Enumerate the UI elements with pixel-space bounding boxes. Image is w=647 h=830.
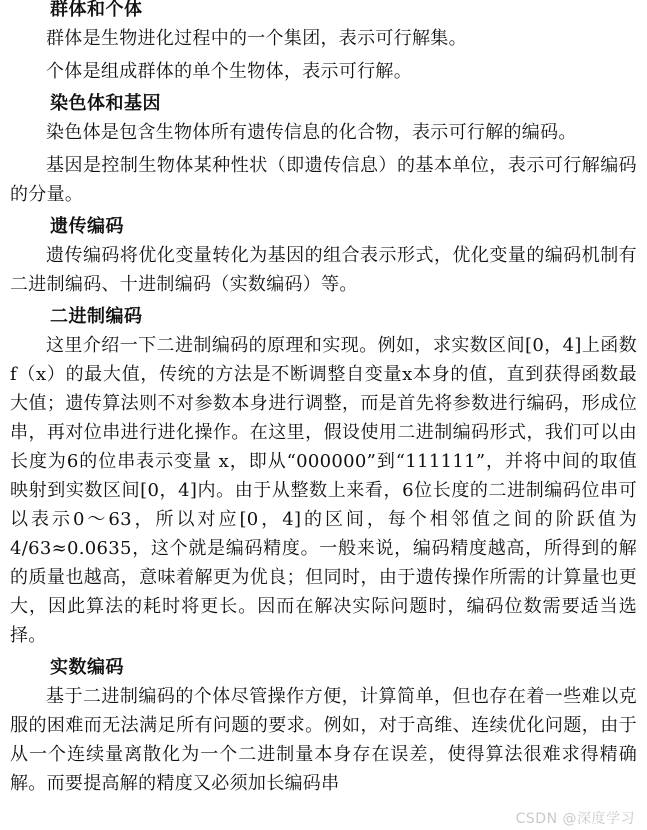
section-heading: 遗传编码: [50, 216, 124, 237]
paragraph: 群体是生物进化过程中的一个集团，表示可行解集。: [46, 28, 467, 49]
section-binary-encoding: [10, 303, 637, 650]
section-heading: 二进制编码: [50, 306, 143, 327]
paragraph: 遗传编码将优化变量转化为基因的组合表示形式，优化变量的编码机制有二进制编码、十进制编码（实数编码）等。: [10, 245, 637, 295]
paragraph: 这里介绍一下二进制编码的原理和实现。例如，求实数区间[0，4]上函数f（x）的最大值，传统的方法是不断调整自变量x本身的值，直到获得函数最大值；遗传算法则不对参数本身进行调整，而是首先将参数进行编码，形成位串，再对位串进行进化操作。在这里，假设使用二进制编码形式，我们可以由长度为6的位串表示变量 x，即从“000000”到“111111”，并将中间的取值映射到实数区间[0，4]内。由于从整数上来看，6位长度的二进制编码位串可以表示0～63，所以对应[0，4]的区间，每个相邻值之间的阶跃值为4/63≈0.0635，这个就是编码精度。一般来说，编码精度越高，所得到的解的质量也越高，意味着解更为优良；但同时，由于遗传操作所需的计算量也更大，因此算法的耗时将更长。因而在解决实际问题时，编码位数需要适当选择。: [10, 335, 637, 646]
paragraph: 基因是控制生物体某种性状（即遗传信息）的基本单位，表示可行解编码的分量。: [10, 155, 637, 205]
paragraph: 个体是组成群体的单个生物体，表示可行解。: [46, 61, 412, 82]
section-heading: 群体和个体: [50, 0, 143, 20]
section-chromosome-gene: [10, 90, 637, 209]
paragraph: 基于二进制编码的个体尽管操作方便，计算简单，但也存在着一些难以克服的困难而无法满足所有问题的要求。例如，对于高维、连续优化问题，由于从一个连续量离散化为一个二进制量本身存在误差，使得算法很难求得精确解。而要提高解的精度又必须加长编码串: [10, 686, 637, 794]
watermark: CSDN @深度学习: [515, 811, 635, 827]
section-population-individual: [10, 0, 637, 86]
section-heading: 染色体和基因: [50, 93, 161, 114]
section-heading: 实数编码: [50, 657, 124, 678]
section-real-encoding: [10, 654, 637, 798]
paragraph: 染色体是包含生物体所有遗传信息的化合物，表示可行解的编码。: [46, 122, 577, 143]
section-genetic-encoding: [10, 213, 637, 299]
